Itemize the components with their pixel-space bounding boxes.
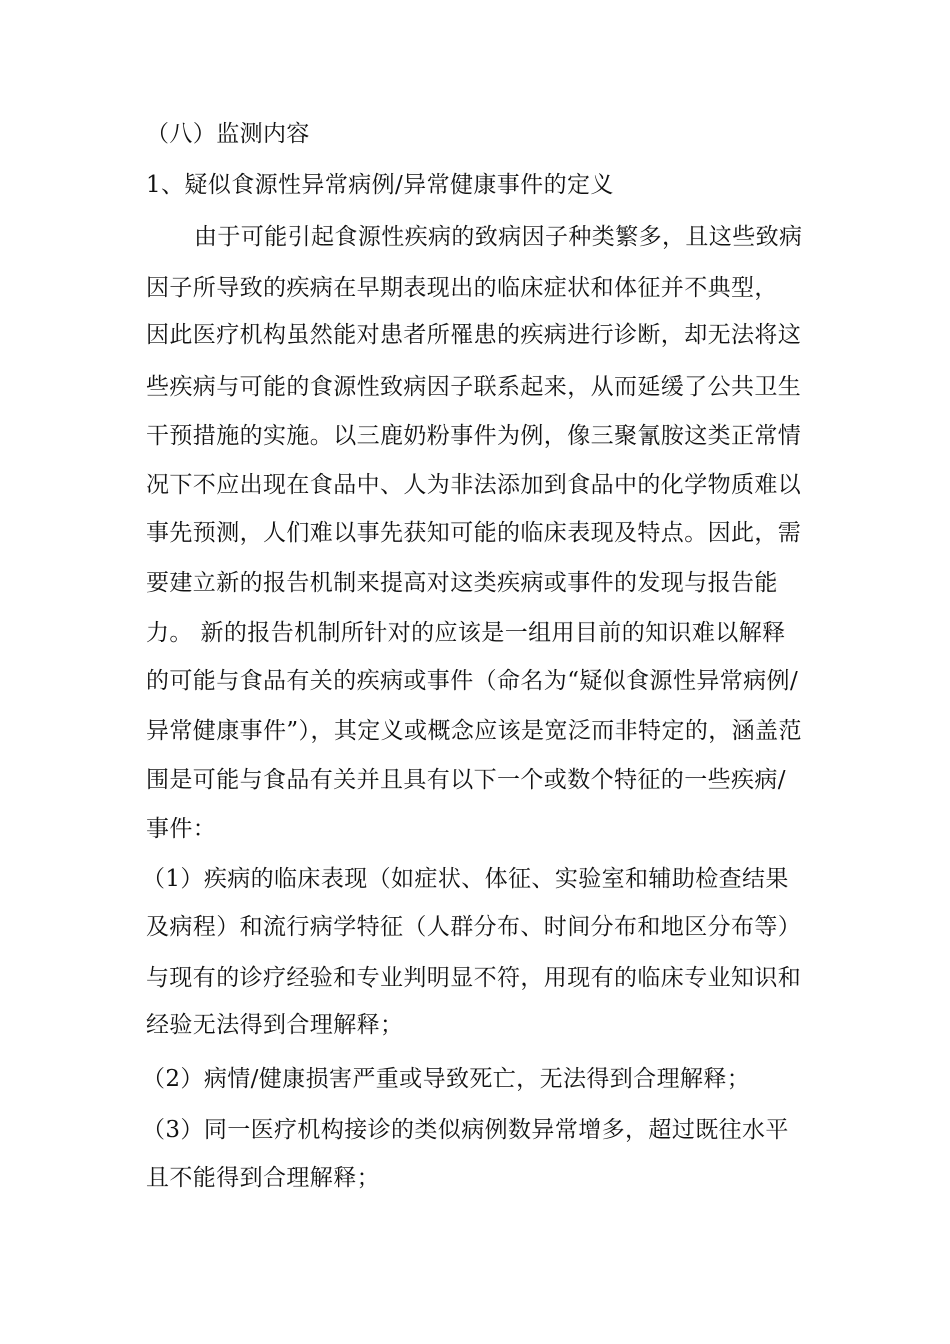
list-item-line: 经验无法得到合理解释； [146, 1012, 404, 1038]
paragraph-line: 况下不应出现在食品中、人为非法添加到食品中的化学物质难以 [146, 472, 802, 498]
paragraph-line: 事先预测，人们难以事先获知可能的临床表现及特点。因此，需 [146, 520, 802, 546]
list-item-line: （3）同一医疗机构接诊的类似病例数异常增多，超过既往水平 [142, 1117, 789, 1143]
section-heading: （八）监测内容 [146, 121, 310, 147]
list-item-line: 及病程）和流行病学特征（人群分布、时间分布和地区分布等） [146, 914, 802, 940]
subheading: 1、疑似食源性异常病例/异常健康事件的定义 [146, 172, 614, 198]
paragraph-line: 由于可能引起食源性疾病的致病因子种类繁多，且这些致病 [194, 224, 803, 250]
list-item: （2）病情/健康损害严重或导致死亡，无法得到合理解释； [142, 1066, 751, 1092]
paragraph-line: 因子所导致的疾病在早期表现出的临床症状和体征并不典型， [146, 275, 778, 301]
paragraph-line: 因此医疗机构虽然能对患者所罹患的疾病进行诊断，却无法将这 [146, 322, 802, 348]
paragraph-line: 围是可能与食品有关并且具有以下一个或数个特征的一些疾病/ [146, 767, 786, 793]
list-item-line: （1）疾病的临床表现（如症状、体征、实验室和辅助检查结果 [142, 866, 789, 892]
paragraph-line: 要建立新的报告机制来提高对这类疾病或事件的发现与报告能 [146, 570, 778, 596]
paragraph-line: 异常健康事件”），其定义或概念应该是宽泛而非特定的，涵盖范 [146, 718, 802, 744]
list-item-line: 与现有的诊疗经验和专业判明显不符，用现有的临床专业知识和 [146, 965, 802, 991]
paragraph-line: 力。 新的报告机制所针对的应该是一组用目前的知识难以解释 [146, 620, 786, 646]
paragraph-line: 干预措施的实施。以三鹿奶粉事件为例，像三聚氰胺这类正常情 [146, 423, 802, 449]
paragraph-line: 些疾病与可能的食源性致病因子联系起来，从而延缓了公共卫生 [146, 374, 802, 400]
paragraph-line: 事件： [146, 816, 217, 842]
list-item-line: 且不能得到合理解释； [146, 1165, 380, 1191]
paragraph-line: 的可能与食品有关的疾病或事件（命名为“疑似食源性异常病例/ [146, 668, 799, 694]
